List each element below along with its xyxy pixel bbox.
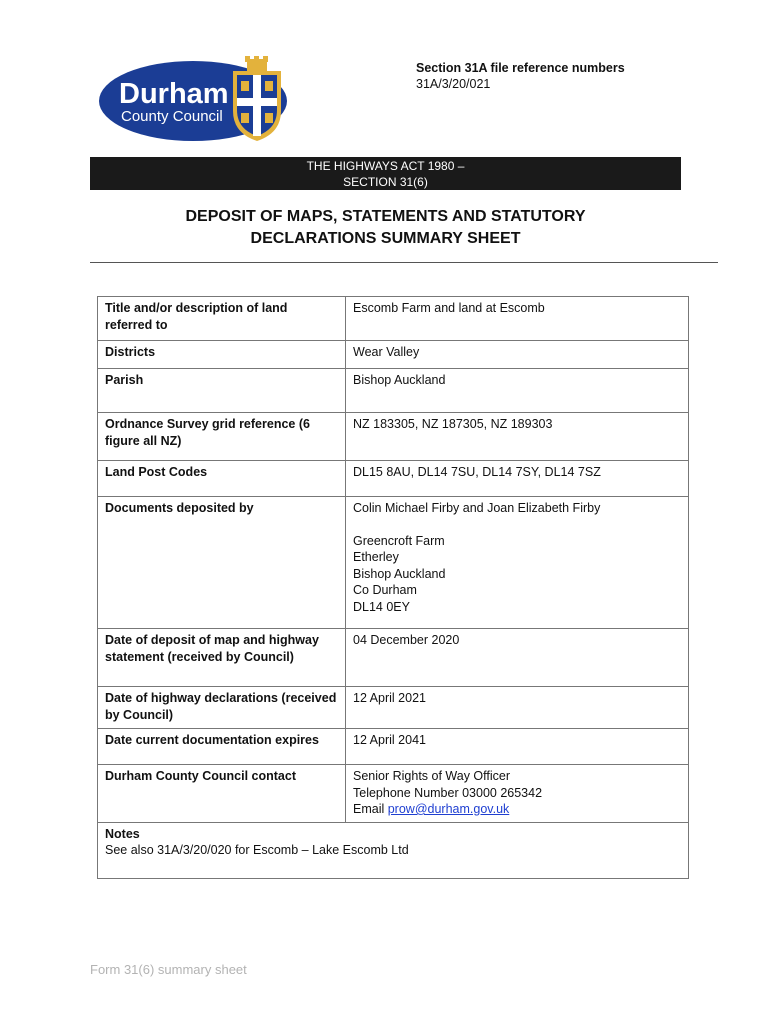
address-line: Greencroft Farm <box>353 533 445 548</box>
table-row-contact <box>98 765 689 823</box>
heading-divider <box>90 262 718 263</box>
label-date-declarations: Date of highway declarations (received by Council) <box>98 687 346 729</box>
logo-text-county-council: County Council <box>121 108 223 125</box>
contact-telephone: Telephone Number 03000 265342 <box>353 785 543 800</box>
table-row-grid-ref <box>98 413 689 461</box>
label-contact: Durham County Council contact <box>98 765 346 823</box>
value-parish: Bishop Auckland <box>346 369 689 413</box>
durham-county-council-logo <box>97 55 293 143</box>
value-title: Escomb Farm and land at Escomb <box>346 297 689 341</box>
address-line: DL14 0EY <box>353 599 410 614</box>
footer-form-name: Form 31(6) summary sheet <box>90 962 247 977</box>
summary-table <box>97 296 689 879</box>
address-line: Etherley <box>353 550 399 564</box>
depositor-names: Colin Michael Firby and Joan Elizabeth Firby <box>353 501 601 515</box>
value-date-deposit: 04 December 2020 <box>346 629 689 687</box>
logo-text-durham: Durham <box>119 78 229 110</box>
banner-line-2: SECTION 31(6) <box>343 174 428 189</box>
contact-email-link[interactable]: prow@durham.gov.uk <box>387 802 510 816</box>
table-row-date-declarations <box>98 687 689 729</box>
contact-email-line <box>353 801 681 818</box>
table-row-notes <box>98 822 689 878</box>
value-contact <box>346 765 689 823</box>
table-row-date-expires <box>98 729 689 765</box>
contact-email-prefix: Email <box>353 802 388 816</box>
table-row-deposited-by <box>98 497 689 629</box>
value-date-declarations: 12 April 2021 <box>346 687 689 729</box>
value-districts: Wear Valley <box>346 341 689 369</box>
label-parish: Parish <box>98 369 346 413</box>
table-row-post-codes <box>98 461 689 497</box>
table-row-title <box>98 297 689 341</box>
file-reference-number: 31A/3/20/021 <box>416 77 491 91</box>
address-line: Bishop Auckland <box>353 566 446 581</box>
file-reference <box>416 60 625 92</box>
label-title: Title and/or description of land referred to <box>98 297 346 341</box>
file-reference-label: Section 31A file reference numbers <box>416 61 625 75</box>
notes-value: See also 31A/3/20/020 for Escomb – Lake Escomb Ltd <box>105 843 409 857</box>
label-post-codes: Land Post Codes <box>98 461 346 497</box>
label-deposited-by: Documents deposited by <box>98 497 346 629</box>
banner-line-1: THE HIGHWAYS ACT 1980 – <box>306 158 465 173</box>
page-title-line-1: DEPOSIT OF MAPS, STATEMENTS AND STATUTORY <box>185 208 586 225</box>
label-date-deposit: Date of deposit of map and highway statement (received by Council) <box>98 629 346 687</box>
notes-cell <box>98 822 689 878</box>
value-date-expires: 12 April 2041 <box>346 729 689 765</box>
label-districts: Districts <box>98 341 346 369</box>
value-post-codes: DL15 8AU, DL14 7SU, DL14 7SY, DL14 7SZ <box>346 461 689 497</box>
table-row-parish <box>98 369 689 413</box>
address-line: Co Durham <box>353 583 417 597</box>
table-row-date-deposit <box>98 629 689 687</box>
page-title-line-2: DECLARATIONS SUMMARY SHEET <box>250 230 521 247</box>
label-date-expires: Date current documentation expires <box>98 729 346 765</box>
value-deposited-by <box>346 497 689 629</box>
contact-role: Senior Rights of Way Officer <box>353 769 511 783</box>
page-title <box>90 206 681 250</box>
notes-label: Notes <box>105 826 140 841</box>
act-banner <box>90 157 681 190</box>
table-row-districts <box>98 341 689 369</box>
value-grid-ref: NZ 183305, NZ 187305, NZ 189303 <box>346 413 689 461</box>
label-grid-ref: Ordnance Survey grid reference (6 figure all NZ) <box>98 413 346 461</box>
